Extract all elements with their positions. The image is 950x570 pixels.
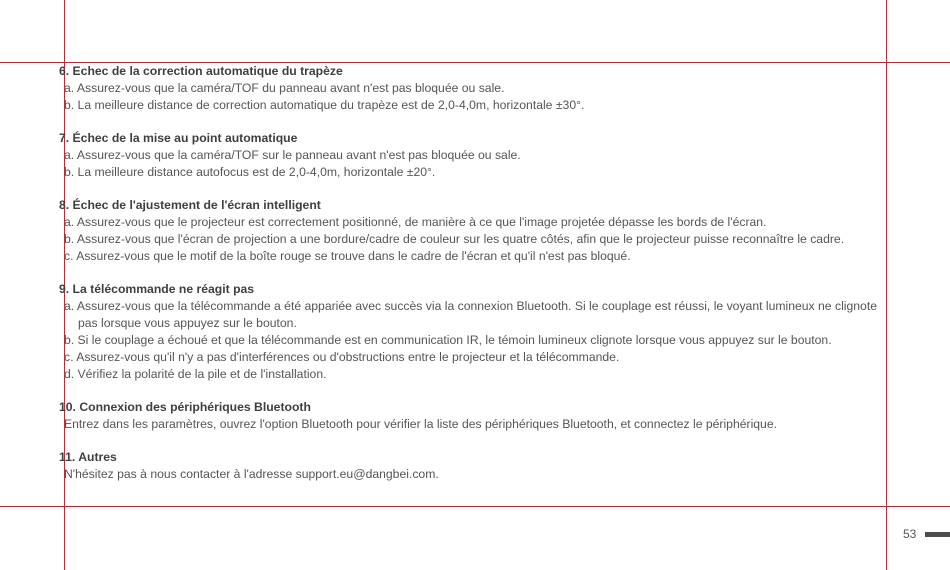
list-item: c. Assurez-vous que le motif de la boîte rouge se trouve dans le cadre de l'écran et qu'il n'est pas bloqué. bbox=[64, 249, 631, 263]
section-smart-screen bbox=[59, 197, 889, 265]
list-item: a. Assurez-vous que le projecteur est correctement positionné, de manière à ce que l'image projetée dépasse les bords de l'écran. bbox=[64, 215, 767, 229]
section-paragraph: Entrez dans les paramètres, ouvrez l'option Bluetooth pour vérifier la liste des périphériques Bluetooth, et connectez le périphérique. bbox=[64, 417, 777, 431]
list-item: a. Assurez-vous que la caméra/TOF sur le panneau avant n'est pas bloquée ou sale. bbox=[64, 148, 521, 162]
section-heading: 6. Echec de la correction automatique du trapèze bbox=[59, 64, 343, 78]
crop-guide-bottom bbox=[0, 506, 950, 507]
list-item: b. La meilleure distance de correction automatique du trapèze est de 2,0-4,0m, horizontale ±30°. bbox=[64, 98, 585, 112]
section-heading: 9. La télécommande ne réagit pas bbox=[59, 282, 255, 296]
troubleshooting-content bbox=[59, 63, 889, 483]
section-heading: 10. Connexion des périphériques Bluetooth bbox=[59, 400, 311, 414]
section-bluetooth bbox=[59, 399, 889, 433]
list-item: b. Si le couplage a échoué et que la télécommande est en communication IR, le témoin lumineux clignote lorsque vous appuyez sur le bouton. bbox=[64, 333, 832, 347]
section-others bbox=[59, 449, 889, 483]
section-heading: 7. Échec de la mise au point automatique bbox=[59, 131, 298, 145]
list-item: b. La meilleure distance autofocus est de 2,0-4,0m, horizontale ±20°. bbox=[64, 165, 436, 179]
list-item: d. Vérifiez la polarité de la pile et de l'installation. bbox=[64, 367, 327, 381]
section-remote-control bbox=[59, 281, 889, 383]
section-paragraph: N'hésitez pas à nous contacter à l'adresse support.eu@dangbei.com. bbox=[64, 467, 439, 481]
list-item: b. Assurez-vous que l'écran de projection a une bordure/cadre de couleur sur les quatre côtés, afin que le projecteur puisse reconnaître le cadre. bbox=[64, 232, 845, 246]
section-autofocus bbox=[59, 130, 889, 181]
list-item: a. Assurez-vous que la télécommande a été appariée avec succès via la connexion Bluetooth. Si le couplage est réussi, le voyant lumineux ne clignote pas lorsque vous appuyez sur le bouton. bbox=[64, 299, 877, 330]
section-heading: 8. Échec de l'ajustement de l'écran intelligent bbox=[59, 198, 321, 212]
page-number: 53 bbox=[903, 527, 917, 541]
list-item: a. Assurez-vous que la caméra/TOF du panneau avant n'est pas bloquée ou sale. bbox=[64, 81, 505, 95]
section-heading: 11. Autres bbox=[59, 450, 117, 464]
list-item: c. Assurez-vous qu'il n'y a pas d'interférences ou d'obstructions entre le projecteur et la télécommande. bbox=[64, 350, 620, 364]
page-number-bar bbox=[925, 532, 950, 537]
section-keystone-correction bbox=[59, 63, 889, 114]
